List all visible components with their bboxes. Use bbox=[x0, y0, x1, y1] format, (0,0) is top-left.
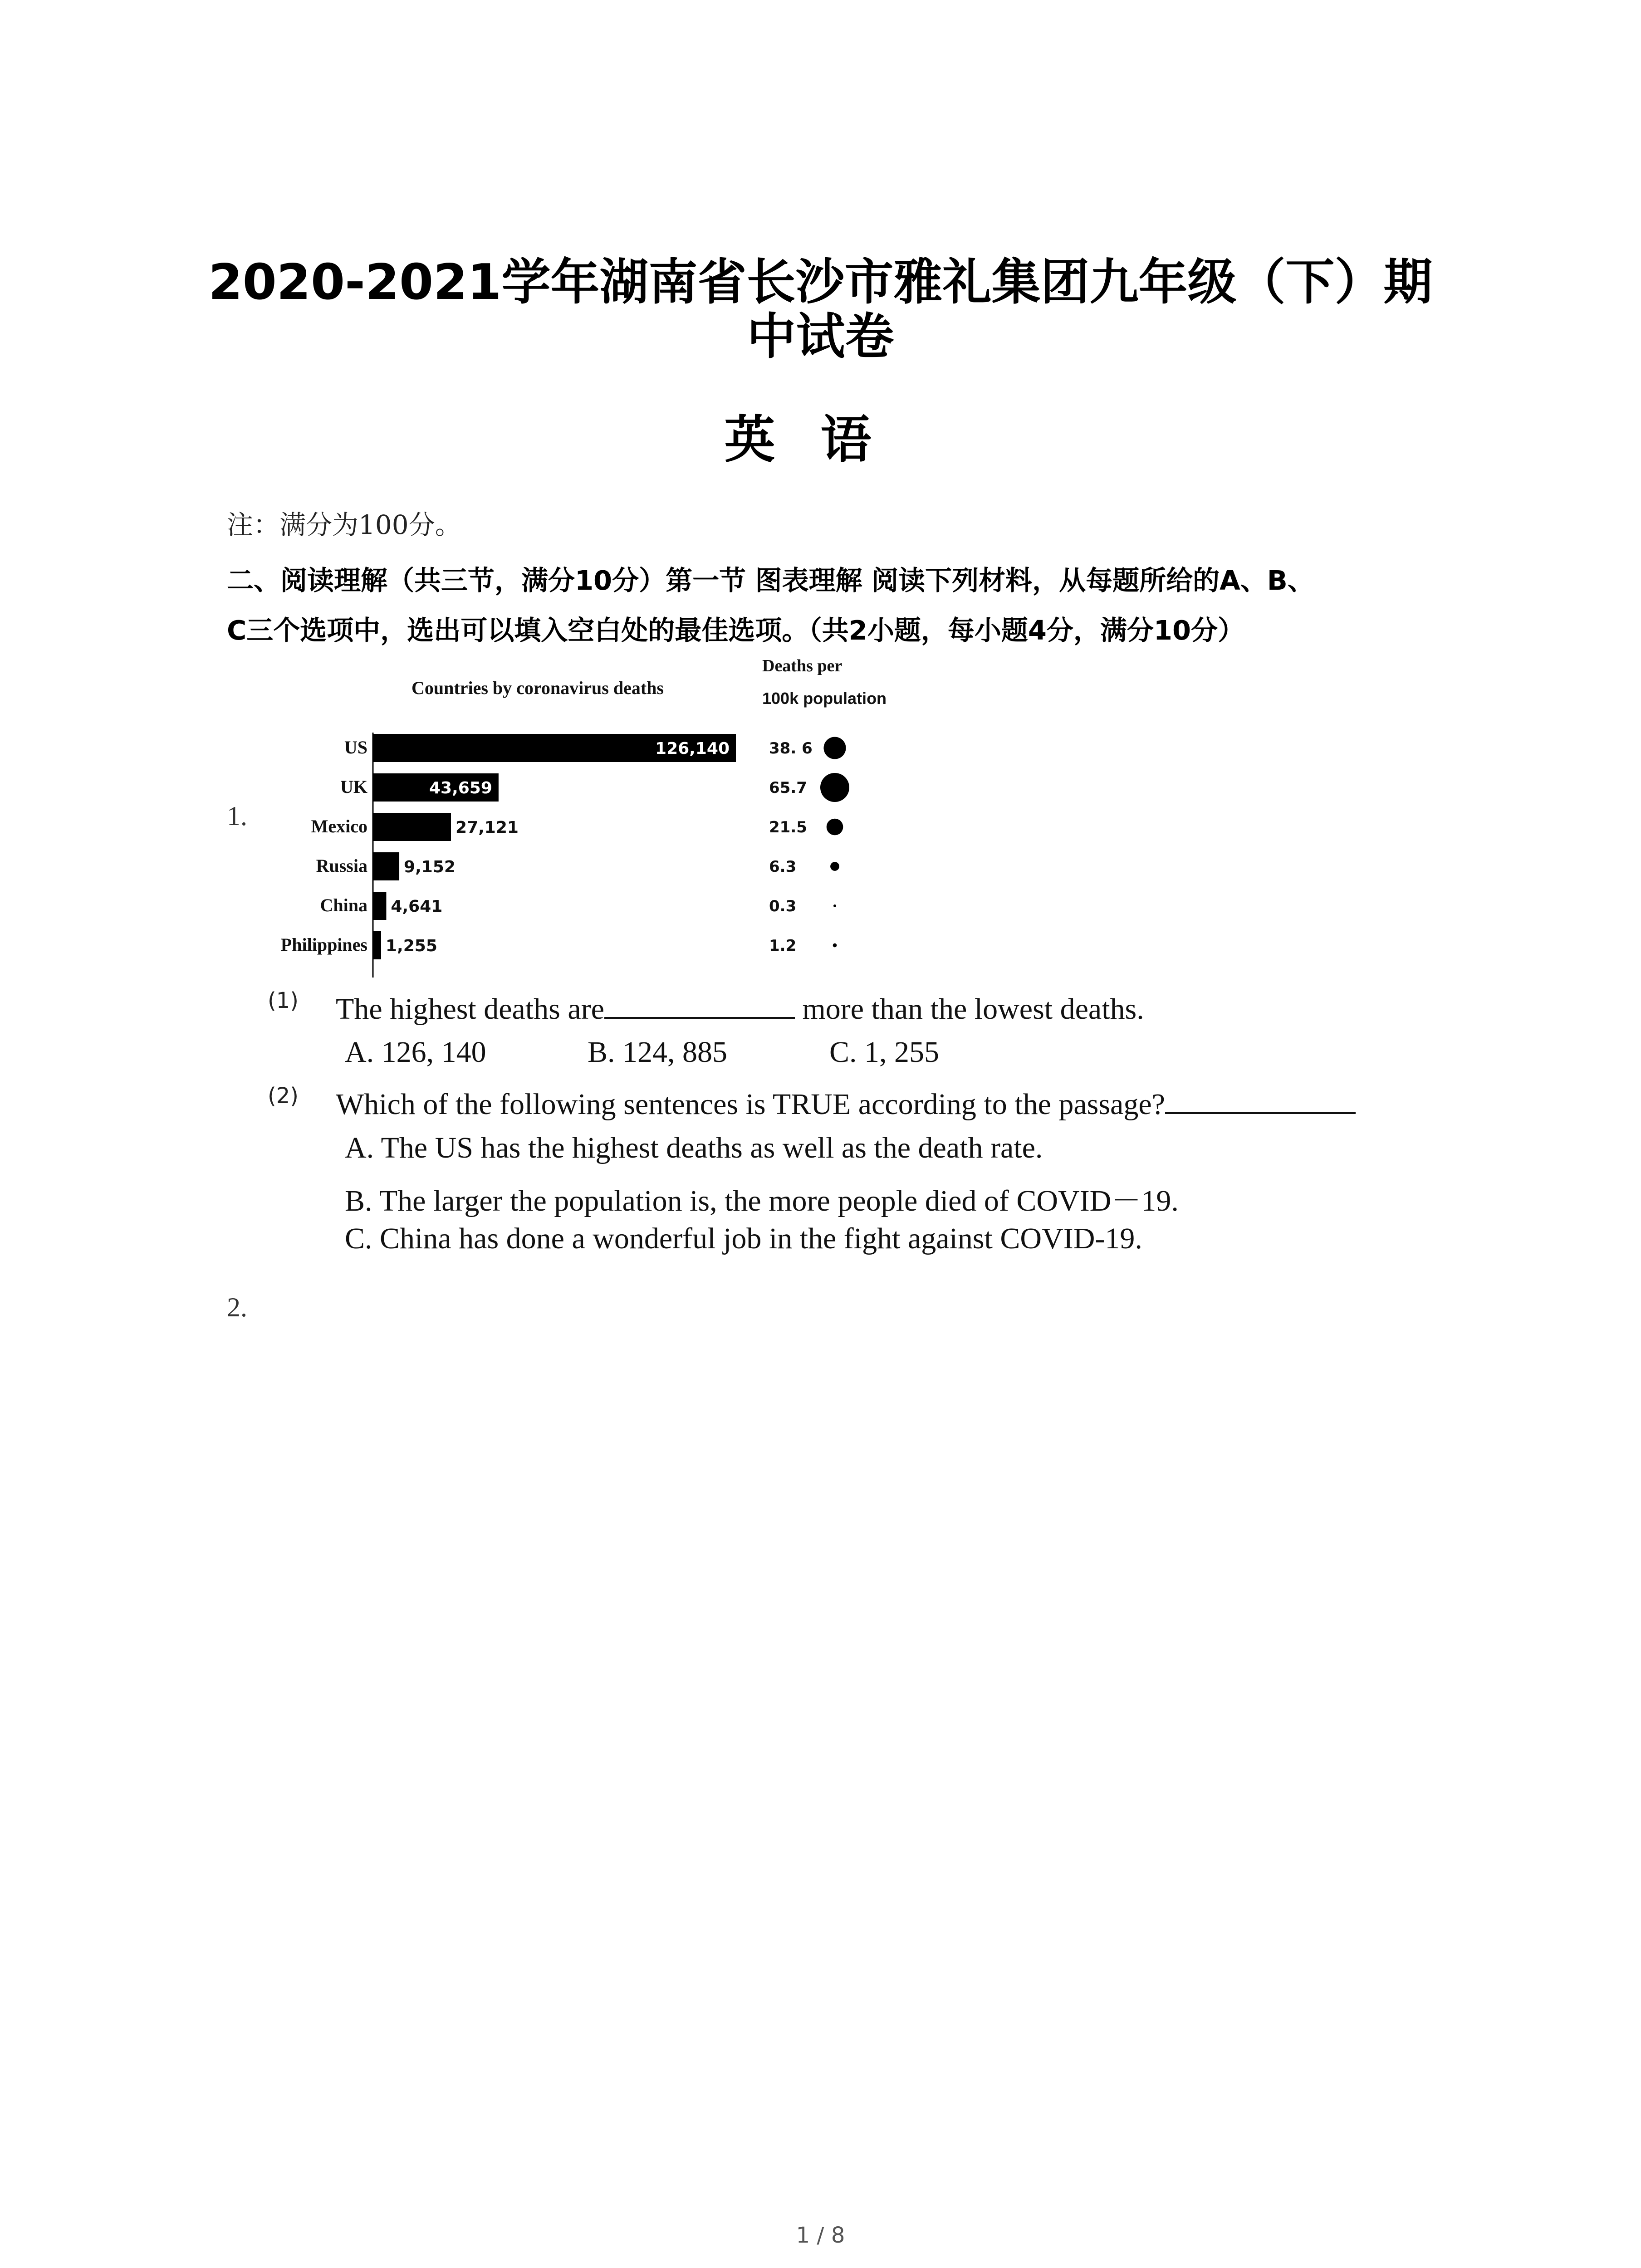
category-label: Philippines bbox=[280, 934, 367, 955]
bar-value-label: 9,152 bbox=[404, 858, 456, 876]
bar-value-label: 126,140 bbox=[655, 739, 730, 758]
bar-value-label: 43,659 bbox=[429, 779, 492, 797]
subject-heading: 英语 bbox=[724, 411, 917, 469]
option-1a: A. 126, 140 bbox=[345, 1036, 486, 1069]
option-2a: A. The US has the highest deaths as well as the death rate. bbox=[345, 1131, 1043, 1164]
rate-dot bbox=[833, 904, 836, 907]
option-1b: B. 124, 885 bbox=[588, 1036, 728, 1069]
rate-dot bbox=[830, 862, 839, 871]
rate-label: 6.3 bbox=[769, 858, 797, 876]
subquestion-1-text-after: more than the lowest deaths. bbox=[794, 992, 1144, 1026]
chart-title: Countries by coronavirus deaths bbox=[411, 678, 664, 698]
rate-header-line1: Deaths per bbox=[762, 656, 843, 675]
rate-dot bbox=[833, 943, 837, 948]
section-instruction-line1: 二、阅读理解（共三节，满分10分）第一节 图表理解 阅读下列材料，从每题所给的A、B、 bbox=[227, 565, 1314, 596]
bar-value-label: 4,641 bbox=[391, 897, 443, 916]
rate-label: 1.2 bbox=[769, 937, 797, 955]
category-label: UK bbox=[340, 777, 367, 797]
bar bbox=[373, 813, 451, 841]
score-note: 注：满分为100分。 bbox=[227, 509, 461, 540]
deaths-chart bbox=[254, 653, 962, 989]
question-1-number: 1. bbox=[227, 801, 247, 831]
option-1c: C. 1, 255 bbox=[829, 1036, 940, 1069]
option-2c: C. China has done a wonderful job in the fight against COVID-19. bbox=[345, 1222, 1142, 1255]
subquestion-2-label: (2) bbox=[268, 1083, 299, 1109]
rate-label: 21.5 bbox=[769, 818, 807, 836]
page-number: 1 / 8 bbox=[796, 2223, 845, 2248]
page-title-line2: 中试卷 bbox=[747, 308, 894, 365]
rate-dot bbox=[823, 737, 846, 759]
bar-value-label: 1,255 bbox=[386, 937, 437, 955]
rate-header-line2: 100k population bbox=[762, 689, 887, 708]
category-label: Russia bbox=[316, 855, 367, 876]
category-label: US bbox=[344, 737, 367, 758]
answer-blank-1 bbox=[604, 990, 795, 1019]
bar-value-label: 27,121 bbox=[456, 818, 519, 837]
subquestion-2-text bbox=[336, 1085, 1356, 1122]
rate-label: 38. 6 bbox=[769, 739, 813, 758]
rate-dot bbox=[820, 773, 849, 802]
bar bbox=[373, 892, 386, 920]
option-2b: B. The larger the population is, the more people died of COVID－19. bbox=[345, 1184, 1179, 1217]
rate-label: 0.3 bbox=[769, 897, 797, 915]
subquestion-1-text-before: The highest deaths are bbox=[336, 992, 604, 1026]
bar bbox=[373, 852, 399, 880]
category-label: China bbox=[320, 895, 367, 915]
subquestion-2-text-content: Which of the following sentences is TRUE according to the passage? bbox=[336, 1088, 1165, 1121]
category-label: Mexico bbox=[311, 816, 367, 836]
answer-blank-2 bbox=[1165, 1085, 1356, 1114]
subquestion-1-label: (1) bbox=[268, 988, 299, 1013]
rate-dot bbox=[827, 819, 843, 836]
page-title-line1: 2020-2021学年湖南省长沙市雅礼集团九年级（下）期 bbox=[208, 254, 1433, 311]
section-instruction-line2: C三个选项中，选出可以填入空白处的最佳选项。（共2小题，每小题4分，满分10分） bbox=[227, 615, 1245, 646]
bar bbox=[373, 931, 381, 959]
question-2-number: 2. bbox=[227, 1292, 247, 1322]
rate-label: 65.7 bbox=[769, 779, 807, 797]
subquestion-1-text bbox=[336, 990, 1144, 1026]
